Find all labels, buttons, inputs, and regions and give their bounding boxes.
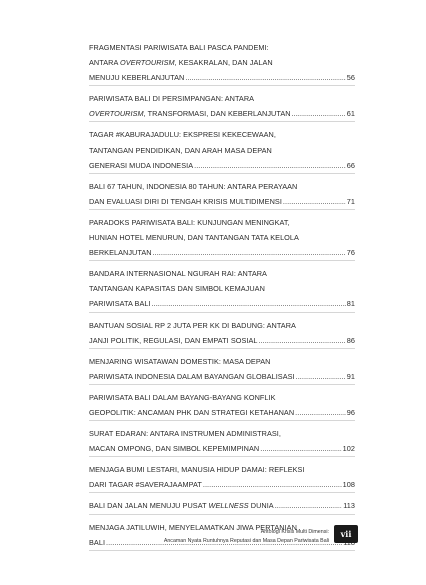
dot-leader — [296, 369, 346, 384]
toc-entry-line: PARADOKS PARIWISATA BALI: KUNJUNGAN MENINGKAT, — [89, 217, 290, 227]
toc-entry[interactable] — [89, 215, 355, 261]
dot-leader — [185, 70, 345, 85]
toc-page-number: 71 — [346, 196, 355, 206]
toc-page-number: 76 — [346, 248, 355, 258]
toc-entry-line: SURAT EDARAN: ANTARA INSTRUMEN ADMINISTRASI, — [89, 429, 281, 439]
toc-entry-line: BERKELANJUTAN — [89, 248, 152, 258]
toc-page-number: 113 — [343, 501, 355, 511]
dot-leader — [260, 441, 341, 456]
toc-entry-line: TAGAR #KABURAJADULU: EKSPRESI KEKECEWAAN, — [89, 130, 276, 140]
toc-entry-line: MENUJU KEBERLANJUTAN — [89, 73, 185, 83]
toc-entry-line: HUNIAN HOTEL MENURUN, DAN TANTANGAN TATA KELOLA — [89, 233, 299, 243]
dot-leader — [194, 158, 346, 173]
toc-entry-line: OVERTOURISM, TRANSFORMASI, DAN KEBERLANJUTAN — [89, 109, 291, 119]
toc-entry-line: DARI TAGAR #SAVERAJAAMPAT — [89, 480, 202, 490]
toc-entry-line: BALI DAN JALAN MENUJU PUSAT WELLNESS DUNIA — [89, 501, 274, 511]
toc-entry-line: BALI — [89, 537, 106, 547]
toc-entry[interactable] — [89, 426, 355, 457]
toc-entry-line: ANTARA OVERTOURISM, KESAKRALAN, DAN JALAN — [89, 58, 273, 68]
toc-entry[interactable] — [89, 179, 355, 210]
toc-entry-line: PARIWISATA BALI — [89, 299, 151, 309]
toc-entry[interactable] — [89, 462, 355, 493]
toc-entry-line: FRAGMENTASI PARIWISATA BALI PASCA PANDEMI: — [89, 43, 269, 52]
toc-page-number: 96 — [346, 407, 355, 417]
toc-entry-line: BANDARA INTERNASIONAL NGURAH RAI: ANTARA — [89, 269, 267, 279]
table-of-contents — [89, 40, 355, 556]
toc-entry-line: GEOPOLITIK: ANCAMAN PHK DAN STRATEGI KETAHANAN — [89, 407, 295, 417]
toc-entry-line: MACAN OMPONG, DAN SIMBOL KEPEMIMPINAN — [89, 444, 260, 454]
dot-leader — [153, 245, 346, 260]
dot-leader — [203, 477, 342, 492]
toc-entry[interactable] — [89, 498, 355, 514]
footer-title: Antologi Krisis Multi Dimensi: — [260, 529, 329, 535]
toc-page-number: 66 — [346, 160, 355, 170]
toc-entry-line: MENJAGA JATILUWIH, MENYELAMATKAN JIWA PERTANIAN — [89, 522, 297, 532]
toc-entry[interactable] — [89, 354, 355, 385]
toc-entry-line: BANTUAN SOSIAL RP 2 JUTA PER KK DI BADUNG: ANTARA — [89, 320, 296, 330]
toc-page-number: 86 — [346, 335, 355, 345]
page-number-badge: vii — [334, 525, 358, 543]
dot-leader — [283, 194, 346, 209]
toc-page-number: 56 — [346, 73, 355, 83]
toc-entry[interactable] — [89, 127, 355, 173]
toc-page-number: 61 — [346, 109, 355, 119]
toc-entry-line: GENERASI MUDA INDONESIA — [89, 160, 194, 170]
dot-leader — [292, 106, 346, 121]
toc-page-number: 108 — [342, 480, 355, 490]
book-footer — [164, 528, 329, 546]
toc-entry[interactable] — [89, 40, 355, 86]
dot-leader — [295, 405, 346, 420]
dot-leader — [275, 498, 342, 513]
toc-entry-line: MENJARING WISATAWAN DOMESTIK: MASA DEPAN — [89, 356, 271, 366]
toc-entry-line: DAN EVALUASI DIRI DI TENGAH KRISIS MULTIDIMENSI — [89, 196, 282, 206]
toc-entry[interactable] — [89, 266, 355, 312]
toc-page-number: 81 — [346, 299, 355, 309]
toc-entry[interactable] — [89, 91, 355, 122]
toc-page-number: 91 — [346, 371, 355, 381]
toc-entry-line: JANJI POLITIK, REGULASI, DAN EMPATI SOSIAL — [89, 335, 258, 345]
dot-leader — [152, 296, 346, 311]
toc-entry-line: BALI 67 TAHUN, INDONESIA 80 TAHUN: ANTARA PERAYAAN — [89, 181, 298, 191]
toc-entry[interactable] — [89, 390, 355, 421]
toc-entry-line: TANTANGAN PENDIDIKAN, DAN ARAH MASA DEPAN — [89, 145, 272, 155]
toc-entry-line: TANTANGAN KAPASITAS DAN SIMBOL KEMAJUAN — [89, 284, 265, 294]
dot-leader — [258, 333, 345, 348]
toc-entry-line: PARIWISATA BALI DALAM BAYANG-BAYANG KONFLIK — [89, 392, 276, 402]
toc-entry-line: MENJAGA BUMI LESTARI, MANUSIA HIDUP DAMAI: REFLEKSI — [89, 465, 305, 475]
toc-page-number: 102 — [342, 444, 355, 454]
toc-entry-line: PARIWISATA INDONESIA DALAM BAYANGAN GLOBALISASI — [89, 371, 295, 381]
footer-subtitle: Ancaman Nyata Runtuhnya Reputasi dan Masa Depan Pariwisata Bali — [163, 538, 329, 544]
toc-entry-line: PARIWISATA BALI DI PERSIMPANGAN: ANTARA — [89, 94, 255, 104]
toc-entry[interactable] — [89, 318, 355, 349]
